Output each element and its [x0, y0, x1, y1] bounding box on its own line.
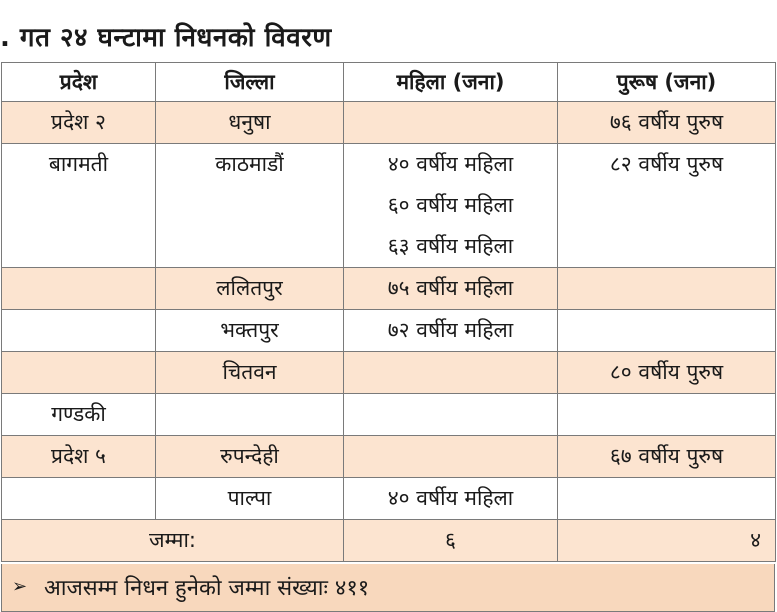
header-male: पुरूष (जना) — [558, 63, 776, 102]
province-cell — [2, 436, 156, 478]
total-female: ६ — [344, 520, 558, 562]
deaths-table — [1, 62, 776, 562]
province-cell-text: गण्डकी — [51, 402, 106, 426]
district-cell — [156, 352, 344, 394]
table-row — [2, 268, 776, 310]
total-male: ४ — [558, 520, 776, 562]
female-cell — [344, 436, 558, 478]
female-death-entry: ६० वर्षीय महिला — [387, 193, 514, 217]
female-death-entry: ७२ वर्षीय महिला — [387, 318, 514, 342]
female-cell-empty — [344, 352, 557, 393]
district-cell — [156, 102, 344, 144]
header-female: महिला (जना) — [344, 63, 558, 102]
male-cell-empty — [558, 268, 775, 309]
male-cell — [558, 436, 776, 478]
male-death-entry: ७६ वर्षीय पुरुष — [609, 110, 724, 134]
female-cell — [344, 352, 558, 394]
header-district: जिल्ला — [156, 63, 344, 102]
male-cell — [558, 394, 776, 436]
district-cell-text: चितवन — [222, 360, 277, 384]
district-cell — [156, 310, 344, 352]
male-death-entry: ६७ वर्षीय पुरुष — [609, 444, 724, 468]
province-cell-text — [2, 268, 155, 309]
district-cell — [156, 478, 344, 520]
female-cell-empty — [344, 436, 557, 477]
district-cell-text: धनुषा — [228, 110, 271, 134]
summary-text: आजसम्म निधन हुनेको जम्मा संख्याः ४११ — [44, 576, 370, 601]
province-cell — [2, 102, 156, 144]
table-row — [2, 394, 776, 436]
male-death-entry: ८२ वर्षीय पुरुष — [609, 152, 724, 176]
district-cell — [156, 436, 344, 478]
female-death-entry: ७५ वर्षीय महिला — [387, 276, 514, 300]
district-cell-text: भक्तपुर — [220, 318, 279, 342]
district-cell-text: ललितपुर — [216, 276, 283, 300]
province-cell-text: प्रदेश ५ — [51, 444, 106, 468]
table-row — [2, 478, 776, 520]
district-cell-text: रुपन्देही — [220, 444, 279, 468]
table-row — [2, 436, 776, 478]
male-cell — [558, 102, 776, 144]
province-cell — [2, 352, 156, 394]
province-cell — [2, 268, 156, 310]
male-cell-empty — [558, 478, 775, 519]
province-cell-text: प्रदेश २ — [51, 110, 106, 134]
arrow-bullet-icon: ➢ — [12, 576, 28, 597]
province-cell-text: बागमती — [48, 152, 109, 176]
district-cell-text: पाल्पा — [227, 486, 272, 510]
female-cell-empty — [344, 102, 557, 143]
table-header-row — [2, 63, 776, 102]
page-title: . गत २४ घन्टामा निधनको विवरण — [0, 23, 332, 53]
female-death-entry: ६३ वर्षीय महिला — [387, 234, 514, 258]
male-cell — [558, 310, 776, 352]
province-cell-text — [2, 310, 155, 351]
female-cell — [344, 268, 558, 310]
district-cell — [156, 394, 344, 436]
table-row — [2, 102, 776, 144]
female-cell — [344, 144, 558, 268]
female-cell-empty — [344, 394, 557, 435]
province-cell-text — [2, 352, 155, 393]
table-row — [2, 144, 776, 268]
district-cell — [156, 268, 344, 310]
province-cell — [2, 394, 156, 436]
male-cell — [558, 478, 776, 520]
district-cell-text — [156, 394, 343, 435]
female-death-entry: ४० वर्षीय महिला — [387, 152, 514, 176]
table-row — [2, 310, 776, 352]
province-cell — [2, 478, 156, 520]
female-cell — [344, 102, 558, 144]
male-cell — [558, 144, 776, 268]
female-cell — [344, 310, 558, 352]
male-cell-empty — [558, 310, 775, 351]
table-row — [2, 352, 776, 394]
province-cell — [2, 310, 156, 352]
total-label: जम्मा: — [2, 520, 344, 562]
male-death-entry: ८० वर्षीय पुरुष — [609, 360, 724, 384]
province-cell — [2, 144, 156, 268]
total-row — [2, 520, 776, 562]
district-cell — [156, 144, 344, 268]
female-cell — [344, 478, 558, 520]
district-cell-text: काठमाडौं — [215, 152, 284, 176]
male-cell-empty — [558, 394, 775, 435]
province-cell-text — [2, 478, 155, 519]
male-cell — [558, 268, 776, 310]
male-cell — [558, 352, 776, 394]
header-province: प्रदेश — [2, 63, 156, 102]
female-cell — [344, 394, 558, 436]
female-death-entry: ४० वर्षीय महिला — [387, 486, 514, 510]
summary-banner — [1, 564, 775, 612]
